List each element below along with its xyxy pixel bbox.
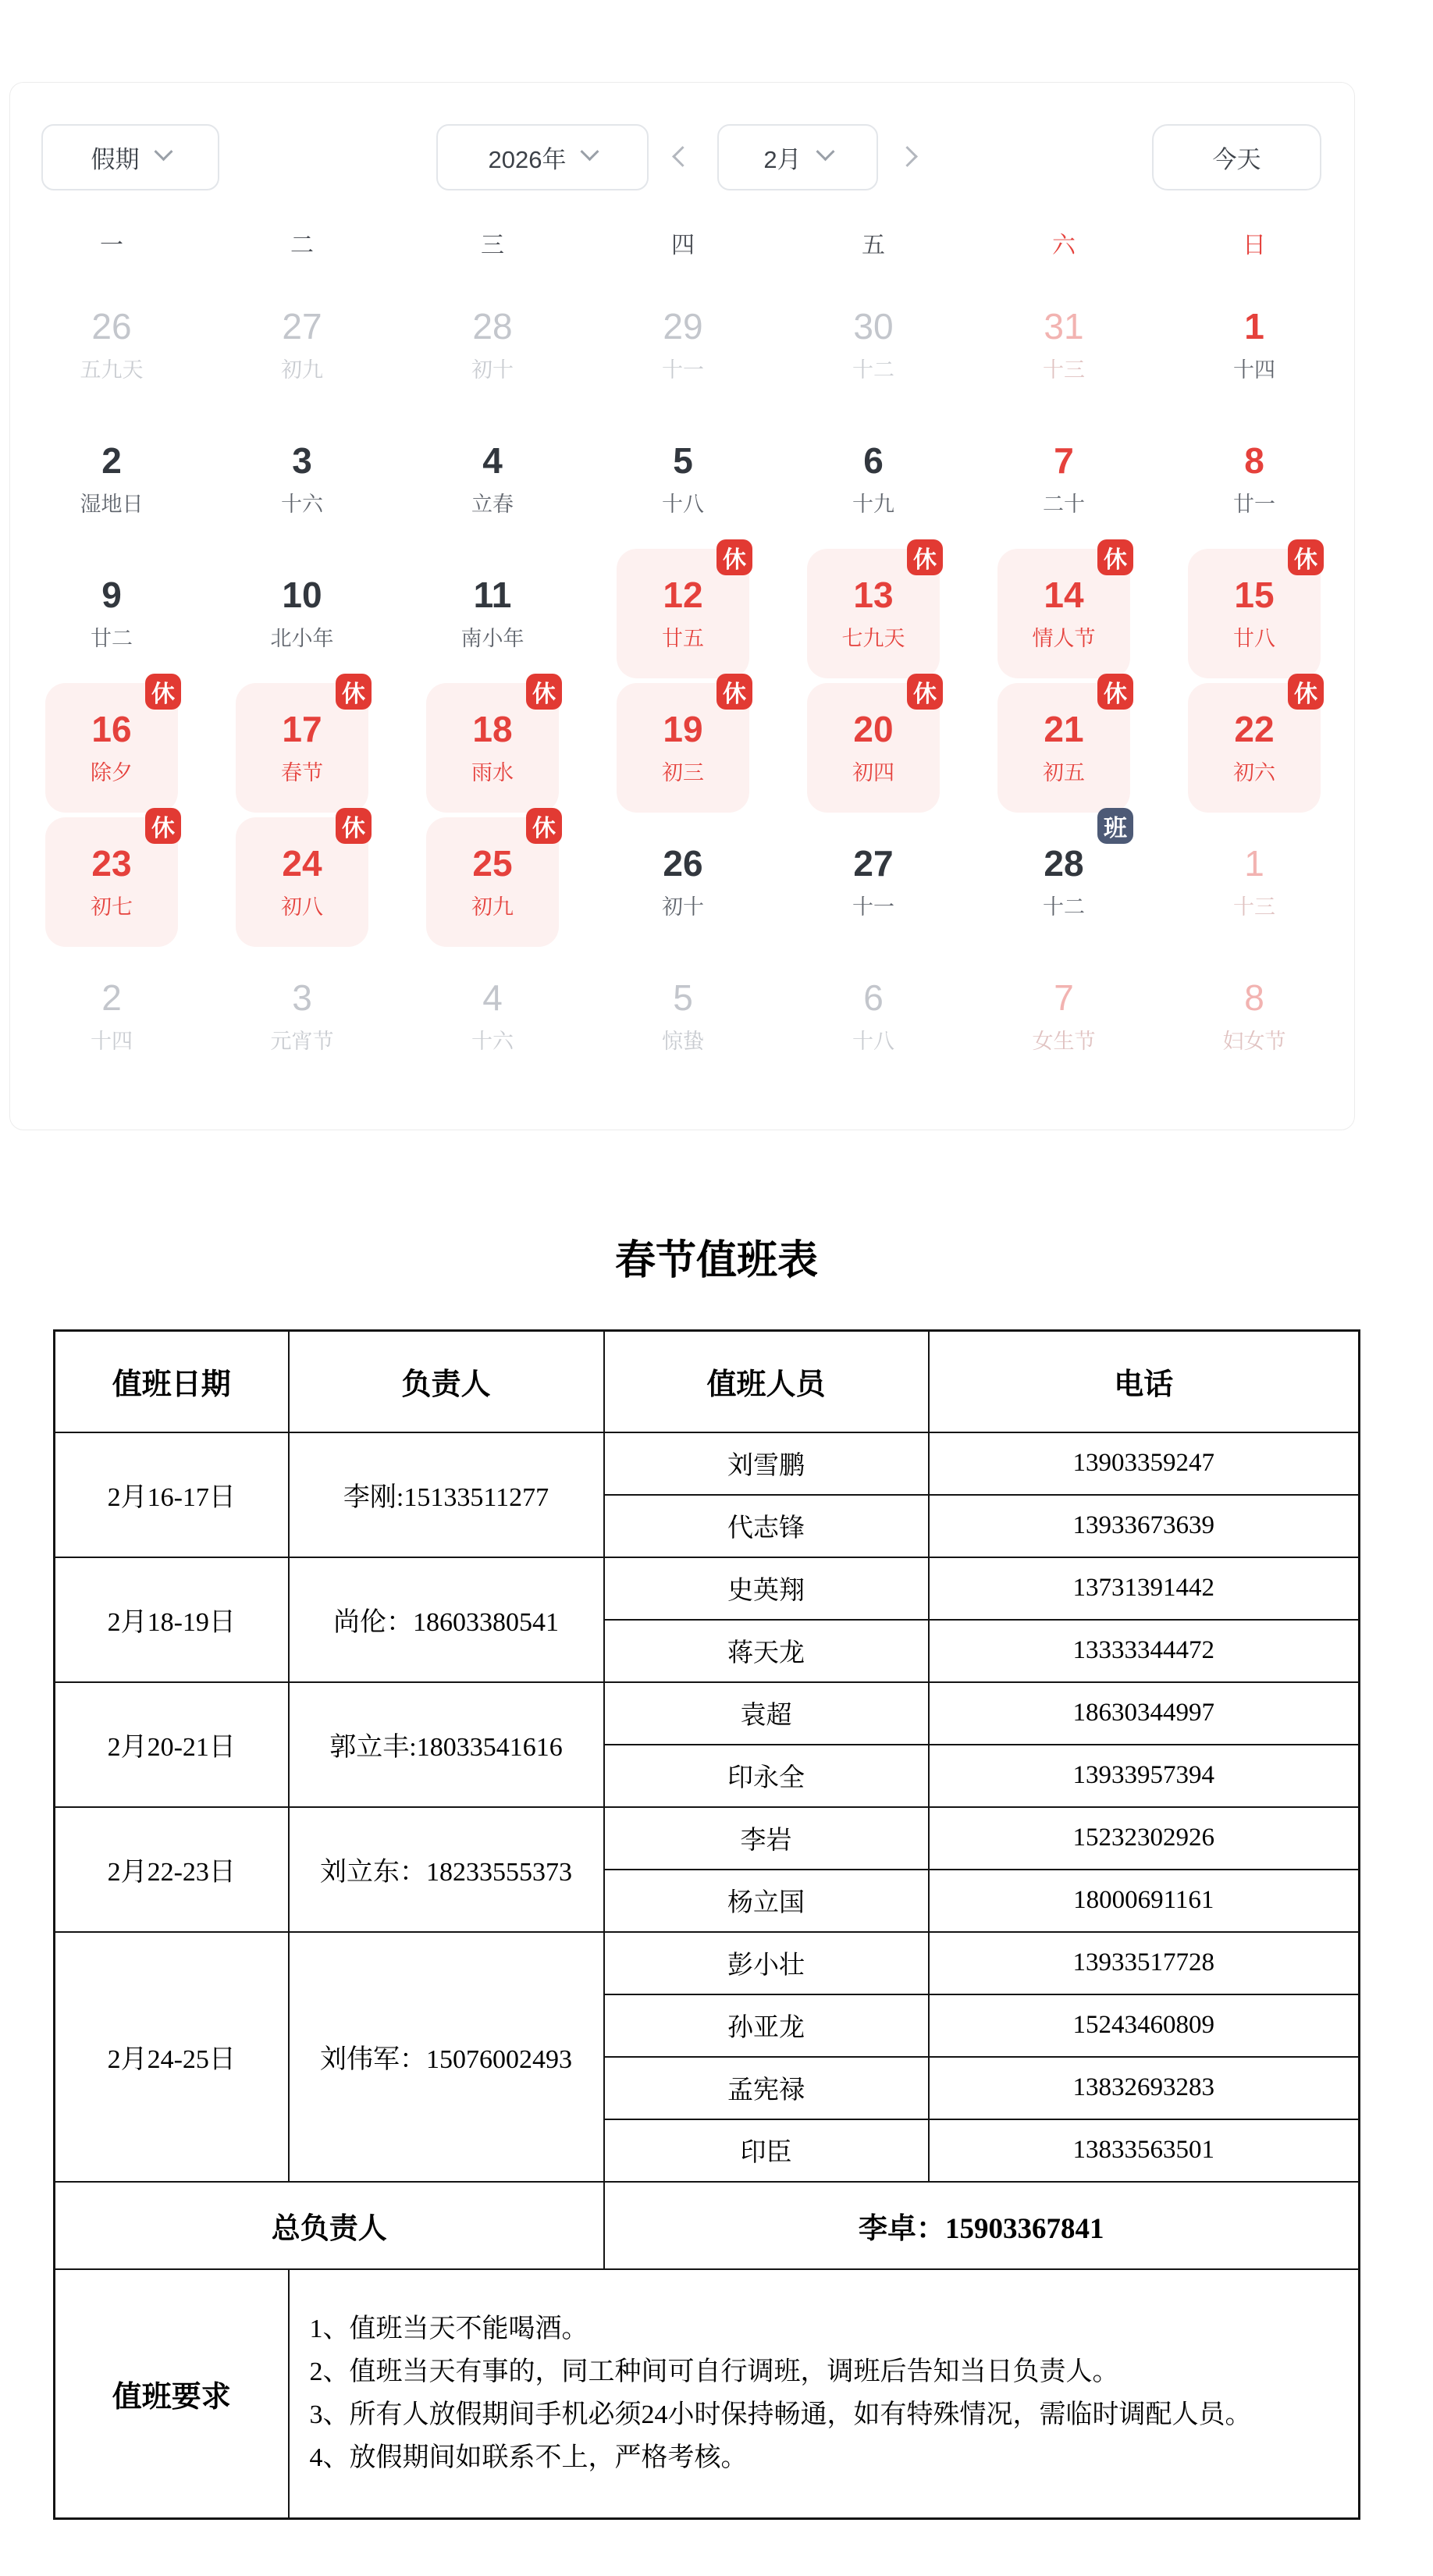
day-number: 12	[663, 574, 703, 615]
day-number: 4	[482, 439, 503, 481]
calendar-day[interactable]	[588, 546, 778, 681]
member-name-cell: 杨立国	[604, 1870, 929, 1932]
member-name-cell: 孟宪禄	[604, 2057, 929, 2119]
day-lunar-label: 十八	[662, 493, 704, 517]
calendar-day[interactable]	[16, 949, 207, 1083]
rest-day-badge: 休	[716, 674, 752, 710]
day-lunar-label: 十三	[1233, 895, 1275, 920]
calendar-day[interactable]	[16, 278, 207, 412]
day-lunar-label: 十九	[852, 493, 894, 517]
day-lunar-label: 初八	[281, 895, 323, 920]
calendar-day[interactable]	[588, 949, 778, 1083]
day-box	[1188, 280, 1321, 410]
member-name-cell: 袁超	[604, 1682, 929, 1745]
calendar-day[interactable]	[207, 412, 397, 546]
member-phone-cell: 15243460809	[929, 1994, 1360, 2057]
weekday-label: 四	[671, 233, 695, 258]
day-box	[45, 817, 178, 947]
chevron-right-icon	[897, 146, 918, 167]
day-box	[617, 683, 749, 813]
rest-day-badge: 休	[336, 674, 372, 710]
calendar-day[interactable]	[969, 546, 1159, 681]
calendar-day[interactable]	[969, 681, 1159, 815]
day-box	[45, 683, 178, 813]
rest-day-badge: 休	[526, 808, 562, 844]
day-box	[236, 817, 368, 947]
chevron-left-icon	[672, 146, 693, 167]
today-button-label: 今天	[1212, 146, 1261, 173]
day-number: 5	[673, 439, 693, 481]
year-label: 2026年	[488, 146, 567, 173]
weekday-header-row	[16, 223, 1349, 262]
day-lunar-label: 除夕	[91, 761, 133, 785]
rest-day-badge: 休	[1288, 674, 1324, 710]
chevron-down-icon	[154, 142, 172, 161]
day-box	[997, 280, 1130, 410]
day-box	[236, 415, 368, 544]
duty-date-cell: 2月24-25日	[55, 1932, 289, 2182]
day-lunar-label: 女生节	[1032, 1030, 1096, 1054]
day-lunar-label: 北小年	[270, 627, 334, 651]
day-box	[807, 952, 940, 1081]
calendar-day[interactable]	[207, 815, 397, 949]
weekday-label: 日	[1243, 233, 1266, 258]
member-phone-cell: 13333344472	[929, 1620, 1360, 1682]
day-number: 30	[853, 305, 894, 347]
prev-month-button[interactable]	[666, 141, 697, 173]
day-number: 4	[482, 977, 503, 1018]
day-box	[236, 280, 368, 410]
day-number: 7	[1054, 977, 1074, 1018]
day-number: 5	[673, 977, 693, 1018]
day-box	[617, 817, 749, 947]
rest-day-badge: 休	[526, 674, 562, 710]
day-lunar-label: 廿一	[1233, 493, 1275, 517]
roster-member-row	[55, 1807, 1360, 1870]
duty-date-cell: 2月22-23日	[55, 1807, 289, 1932]
day-box	[426, 683, 559, 813]
day-number: 14	[1044, 574, 1084, 615]
member-phone-cell: 13903359247	[929, 1432, 1360, 1495]
member-name-cell: 彭小壮	[604, 1932, 929, 1994]
rest-day-badge: 休	[336, 808, 372, 844]
day-lunar-label: 十二	[852, 358, 894, 382]
day-number: 6	[863, 439, 884, 481]
day-box	[45, 549, 178, 678]
year-dropdown[interactable]	[436, 124, 649, 190]
calendar-day[interactable]	[778, 681, 969, 815]
day-number: 26	[663, 842, 703, 884]
rest-day-badge: 休	[1097, 674, 1133, 710]
duty-roster-table	[53, 1329, 1360, 2520]
day-number: 17	[282, 708, 322, 749]
calendar-day[interactable]	[969, 278, 1159, 412]
member-phone-cell: 13933517728	[929, 1932, 1360, 1994]
day-lunar-label: 十二	[1043, 895, 1085, 920]
chief-label-cell: 总负责人	[55, 2182, 604, 2269]
day-number: 7	[1054, 439, 1074, 481]
day-number: 8	[1244, 439, 1264, 481]
day-box	[807, 683, 940, 813]
day-lunar-label: 初九	[471, 895, 514, 920]
calendar-day[interactable]	[969, 412, 1159, 546]
weekday-label: 五	[862, 233, 885, 258]
day-number: 3	[292, 439, 312, 481]
member-name-cell: 刘雪鹏	[604, 1432, 929, 1495]
day-lunar-label: 妇女节	[1222, 1030, 1286, 1054]
day-box	[426, 817, 559, 947]
day-number: 23	[91, 842, 132, 884]
roster-member-row	[55, 1432, 1360, 1495]
member-phone-cell: 13833563501	[929, 2119, 1360, 2182]
rest-day-badge: 休	[907, 674, 943, 710]
day-lunar-label: 初九	[281, 358, 323, 382]
requirement-line: 4、放假期间如联系不上，严格考核。	[309, 2443, 748, 2473]
calendar-day[interactable]	[778, 949, 969, 1083]
day-box	[807, 280, 940, 410]
month-label: 2月	[763, 146, 802, 173]
calendar-card	[9, 82, 1355, 1130]
duty-date-cell: 2月16-17日	[55, 1432, 289, 1557]
calendar-day[interactable]	[397, 546, 588, 681]
day-number: 19	[663, 708, 703, 749]
day-number: 22	[1234, 708, 1275, 749]
rest-day-badge: 休	[145, 674, 181, 710]
day-lunar-label: 十三	[1043, 358, 1085, 382]
roster-member-row	[55, 1932, 1360, 1994]
calendar-day[interactable]	[1159, 949, 1349, 1083]
day-box	[997, 952, 1130, 1081]
requirement-line: 1、值班当天不能喝酒。	[309, 2314, 588, 2344]
calendar-day[interactable]	[397, 815, 588, 949]
day-number: 16	[91, 708, 132, 749]
day-number: 20	[853, 708, 894, 749]
day-lunar-label: 十六	[281, 493, 323, 517]
requirements-row	[55, 2269, 1360, 2519]
calendar-day[interactable]	[969, 949, 1159, 1083]
day-lunar-label: 初三	[662, 761, 704, 785]
day-lunar-label: 十一	[852, 895, 894, 920]
day-box	[617, 280, 749, 410]
member-name-cell: 李岩	[604, 1807, 929, 1870]
day-lunar-label: 初七	[91, 895, 133, 920]
calendar-day[interactable]	[1159, 412, 1349, 546]
calendar-day[interactable]	[397, 949, 588, 1083]
day-lunar-label: 初六	[1233, 761, 1275, 785]
day-lunar-label: 十一	[662, 358, 704, 382]
calendar-grid	[16, 278, 1349, 1083]
day-lunar-label: 七九天	[841, 627, 905, 651]
weekday-label: 三	[481, 233, 504, 258]
day-number: 2	[101, 977, 122, 1018]
day-number: 1	[1244, 842, 1264, 884]
today-button[interactable]	[1152, 124, 1321, 190]
member-phone-cell: 18630344997	[929, 1682, 1360, 1745]
calendar-day[interactable]	[1159, 681, 1349, 815]
day-lunar-label: 立春	[471, 493, 514, 517]
weekday-label: 二	[290, 233, 314, 258]
calendar-day[interactable]	[16, 546, 207, 681]
member-phone-cell: 13731391442	[929, 1557, 1360, 1620]
day-lunar-label: 元宵节	[270, 1030, 334, 1054]
duty-roster-table-wrap	[53, 1329, 1360, 2520]
calendar-day[interactable]	[207, 681, 397, 815]
member-name-cell: 蒋天龙	[604, 1620, 929, 1682]
roster-header-cell: 电话	[929, 1331, 1360, 1432]
day-lunar-label: 廿八	[1233, 627, 1275, 651]
duty-date-cell: 2月18-19日	[55, 1557, 289, 1682]
weekday-label: 六	[1052, 233, 1076, 258]
day-number: 13	[853, 574, 894, 615]
rest-day-badge: 休	[907, 539, 943, 575]
member-name-cell: 印永全	[604, 1745, 929, 1807]
day-box	[997, 817, 1130, 947]
member-phone-cell: 18000691161	[929, 1870, 1360, 1932]
day-box	[236, 549, 368, 678]
day-number: 28	[1044, 842, 1084, 884]
day-lunar-label: 十八	[852, 1030, 894, 1054]
day-lunar-label: 情人节	[1032, 627, 1096, 651]
day-lunar-label: 初十	[471, 358, 514, 382]
day-lunar-label: 惊蛰	[662, 1030, 704, 1054]
day-number: 29	[663, 305, 703, 347]
day-number: 24	[282, 842, 322, 884]
day-lunar-label: 廿五	[662, 627, 704, 651]
month-dropdown[interactable]	[717, 124, 878, 190]
day-number: 8	[1244, 977, 1264, 1018]
day-box	[426, 415, 559, 544]
day-box	[426, 280, 559, 410]
day-lunar-label: 初十	[662, 895, 704, 920]
day-number: 25	[472, 842, 513, 884]
day-box	[1188, 817, 1321, 947]
roster-header-row	[55, 1331, 1360, 1432]
roster-title: 春节值班表	[614, 1239, 818, 1283]
rest-day-badge: 休	[1288, 539, 1324, 575]
calendar-day[interactable]	[969, 815, 1159, 949]
member-name-cell: 印臣	[604, 2119, 929, 2182]
day-lunar-label: 南小年	[460, 627, 524, 651]
rest-day-badge: 休	[145, 808, 181, 844]
day-number: 21	[1044, 708, 1084, 749]
calendar-day[interactable]	[778, 546, 969, 681]
day-lunar-label: 十四	[1233, 358, 1275, 382]
day-box	[1188, 549, 1321, 678]
day-lunar-label: 湿地日	[80, 493, 144, 517]
day-lunar-label: 二十	[1043, 493, 1085, 517]
day-box	[997, 415, 1130, 544]
work-day-badge: 班	[1097, 808, 1133, 844]
roster-member-row	[55, 1557, 1360, 1620]
day-box	[617, 549, 749, 678]
calendar-day[interactable]	[588, 278, 778, 412]
day-number: 27	[282, 305, 322, 347]
calendar-day[interactable]	[778, 412, 969, 546]
requirement-line: 2、值班当天有事的，同工种间可自行调班，调班后告知当日负责人。	[309, 2357, 1119, 2387]
day-box	[617, 415, 749, 544]
calendar-day[interactable]	[588, 681, 778, 815]
calendar-day[interactable]	[16, 681, 207, 815]
day-lunar-label: 初四	[852, 761, 894, 785]
day-box	[426, 952, 559, 1081]
holiday-filter-dropdown[interactable]	[41, 124, 219, 190]
roster-header-cell: 负责人	[289, 1331, 604, 1432]
day-number: 10	[282, 574, 322, 615]
calendar-day[interactable]	[16, 412, 207, 546]
day-number: 6	[863, 977, 884, 1018]
calendar-day[interactable]	[588, 815, 778, 949]
duty-date-cell: 2月20-21日	[55, 1682, 289, 1807]
chief-value-cell: 李卓：15903367841	[604, 2182, 1360, 2269]
day-number: 27	[853, 842, 894, 884]
roster-header-cell: 值班人员	[604, 1331, 929, 1432]
member-name-cell: 史英翔	[604, 1557, 929, 1620]
day-box	[1188, 952, 1321, 1081]
calendar-day[interactable]	[778, 815, 969, 949]
day-box	[426, 549, 559, 678]
calendar-day[interactable]	[1159, 278, 1349, 412]
chevron-down-icon	[581, 142, 599, 161]
day-box	[45, 280, 178, 410]
requirements-label-cell: 值班要求	[55, 2269, 289, 2519]
day-number: 15	[1234, 574, 1275, 615]
day-lunar-label: 五九天	[80, 358, 144, 382]
weekday-label: 一	[100, 233, 123, 258]
requirements-body-cell	[289, 2269, 1360, 2519]
day-lunar-label: 廿二	[91, 627, 133, 651]
day-number: 1	[1244, 305, 1264, 347]
day-box	[997, 683, 1130, 813]
day-lunar-label: 雨水	[471, 761, 514, 785]
day-box	[807, 817, 940, 947]
member-name-cell: 代志锋	[604, 1495, 929, 1557]
day-number: 31	[1044, 305, 1084, 347]
day-box	[236, 952, 368, 1081]
calendar-day[interactable]	[16, 815, 207, 949]
day-lunar-label: 春节	[281, 761, 323, 785]
leader-cell: 刘立东：18233555373	[289, 1807, 604, 1932]
calendar-day[interactable]	[1159, 815, 1349, 949]
day-number: 18	[472, 708, 513, 749]
rest-day-badge: 休	[1097, 539, 1133, 575]
day-lunar-label: 十四	[91, 1030, 133, 1054]
calendar-day[interactable]	[397, 278, 588, 412]
member-name-cell: 孙亚龙	[604, 1994, 929, 2057]
member-phone-cell: 13933673639	[929, 1495, 1360, 1557]
day-box	[807, 415, 940, 544]
day-lunar-label: 初五	[1043, 761, 1085, 785]
leader-cell: 刘伟军：15076002493	[289, 1932, 604, 2182]
roster-member-row	[55, 1682, 1360, 1745]
day-box	[236, 683, 368, 813]
day-number: 2	[101, 439, 122, 481]
leader-cell: 尚伦：18603380541	[289, 1557, 604, 1682]
chief-row	[55, 2182, 1360, 2269]
chevron-down-icon	[816, 142, 834, 161]
day-box	[45, 415, 178, 544]
day-number: 11	[473, 574, 512, 615]
day-number: 3	[292, 977, 312, 1018]
leader-cell: 李刚:15133511277	[289, 1432, 604, 1557]
calendar-day[interactable]	[778, 278, 969, 412]
day-number: 28	[472, 305, 513, 347]
roster-header-cell: 值班日期	[55, 1331, 289, 1432]
member-phone-cell: 13832693283	[929, 2057, 1360, 2119]
calendar-day[interactable]	[1159, 546, 1349, 681]
calendar-day[interactable]	[397, 412, 588, 546]
day-box	[45, 952, 178, 1081]
calendar-day[interactable]	[207, 278, 397, 412]
day-box	[1188, 415, 1321, 544]
requirement-line: 3、所有人放假期间手机必须24小时保持畅通，如有特殊情况，需临时调配人员。	[309, 2400, 1252, 2430]
day-box	[1188, 683, 1321, 813]
day-box	[807, 549, 940, 678]
member-phone-cell: 13933957394	[929, 1745, 1360, 1807]
leader-cell: 郭立丰:18033541616	[289, 1682, 604, 1807]
day-number: 9	[101, 574, 122, 615]
day-box	[617, 952, 749, 1081]
holiday-filter-label: 假期	[91, 146, 140, 173]
day-box	[997, 549, 1130, 678]
calendar-day[interactable]	[207, 546, 397, 681]
day-lunar-label: 十六	[471, 1030, 514, 1054]
calendar-day[interactable]	[397, 681, 588, 815]
member-phone-cell: 15232302926	[929, 1807, 1360, 1870]
calendar-day[interactable]	[207, 949, 397, 1083]
next-month-button[interactable]	[891, 141, 922, 173]
calendar-day[interactable]	[588, 412, 778, 546]
day-number: 26	[91, 305, 132, 347]
rest-day-badge: 休	[716, 539, 752, 575]
